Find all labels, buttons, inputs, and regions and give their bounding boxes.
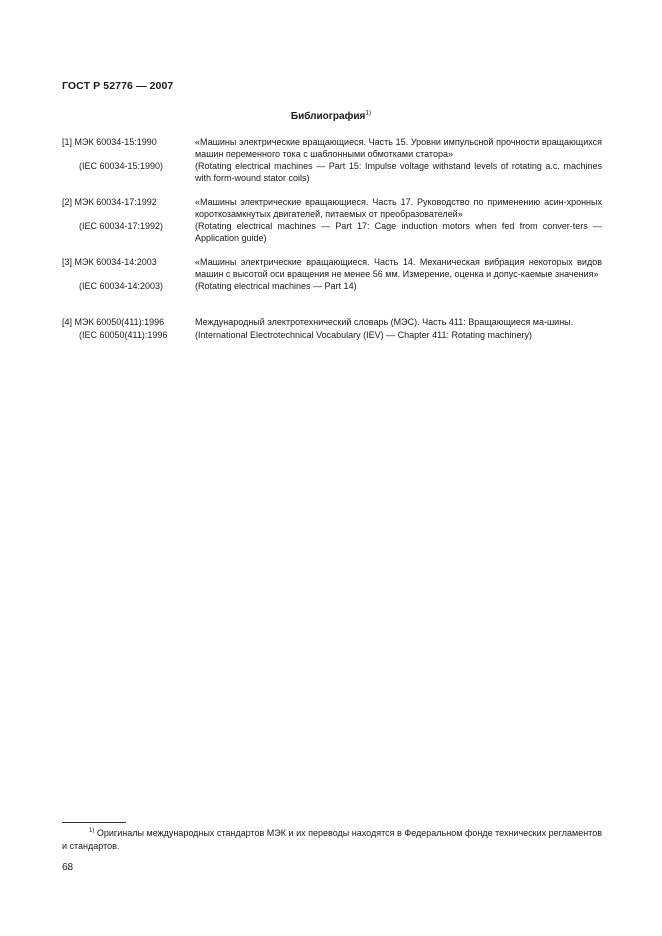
bibliography-title [0,111,662,122]
footnote-text: Оригиналы международных стандартов МЭК и их переводы находятся в Федеральном фонде технических регламентов и стандартов. [62,828,602,851]
footnote-mark: 1) [89,828,95,834]
footnote [62,827,602,852]
entry-ru-code: [3] МЭК 60034-14:2003 [62,257,157,267]
entry-ru-code: [2] МЭК 60034-17:1992 [62,197,157,207]
entry-en-title: (International Electrotechnical Vocabulary (IEV) — Chapter 411: Rotating machinery) [195,329,532,340]
entry-en-code: (IEC 60050(411):1996 [79,329,168,340]
title-footnote-mark: 1) [365,109,372,117]
entry-ru-title: Международный электротехнический словарь (МЭС). Часть 411: Вращающиеся ма-шины. [195,317,574,327]
entry-ru-title: «Машины электрические вращающиеся. Часть 15. Уровни импульсной прочности вращающихся машин переменного тока с шаблонными обмотками статора» [195,137,602,159]
entry-en-title: (Rotating electrical machines — Part 15: Impulse voltage withstand levels of rotating a.c. machines with form-wound stator coils) [195,161,602,183]
entry-ru-title: «Машины электрические вращающиеся. Часть 14. Механическая вибрация некоторых видов машин с высотой оси вращения не менее 56 мм. Измерение, оценка и допус-каемые значения» [195,257,602,279]
entry-en-code: (IEC 60034-15:1990) [79,161,164,172]
entry-ru-code: [1] МЭК 60034-15:1990 [62,137,157,147]
entry-en-code: (IEC 60034-17:1992) [79,221,164,232]
page-number: 68 [62,862,74,873]
bibliography-entry-2 [62,197,602,244]
document-header: ГОСТ Р 52776 — 2007 [62,80,174,92]
entry-en-code: (IEC 60034-14:2003) [79,281,164,292]
bibliography-entry-4 [62,317,602,341]
footnote-divider [62,822,126,823]
bibliography-entry-3 [62,257,602,293]
title-text: Библиография [290,111,366,122]
entry-en-title: (Rotating electrical machines — Part 14) [195,281,357,292]
entry-en-title: (Rotating electrical machines — Part 17: Cage induction motors when fed from conver-ters — Application guide) [195,221,602,243]
entry-ru-code: [4] МЭК 60050(411):1996 [62,317,165,327]
entry-ru-title: «Машины электрические вращающиеся. Часть 17. Руководство по применению асин-хронных короткозамкнутых двигателей, питаемых от преобразователей» [195,197,602,219]
bibliography-entry-1 [62,137,602,184]
